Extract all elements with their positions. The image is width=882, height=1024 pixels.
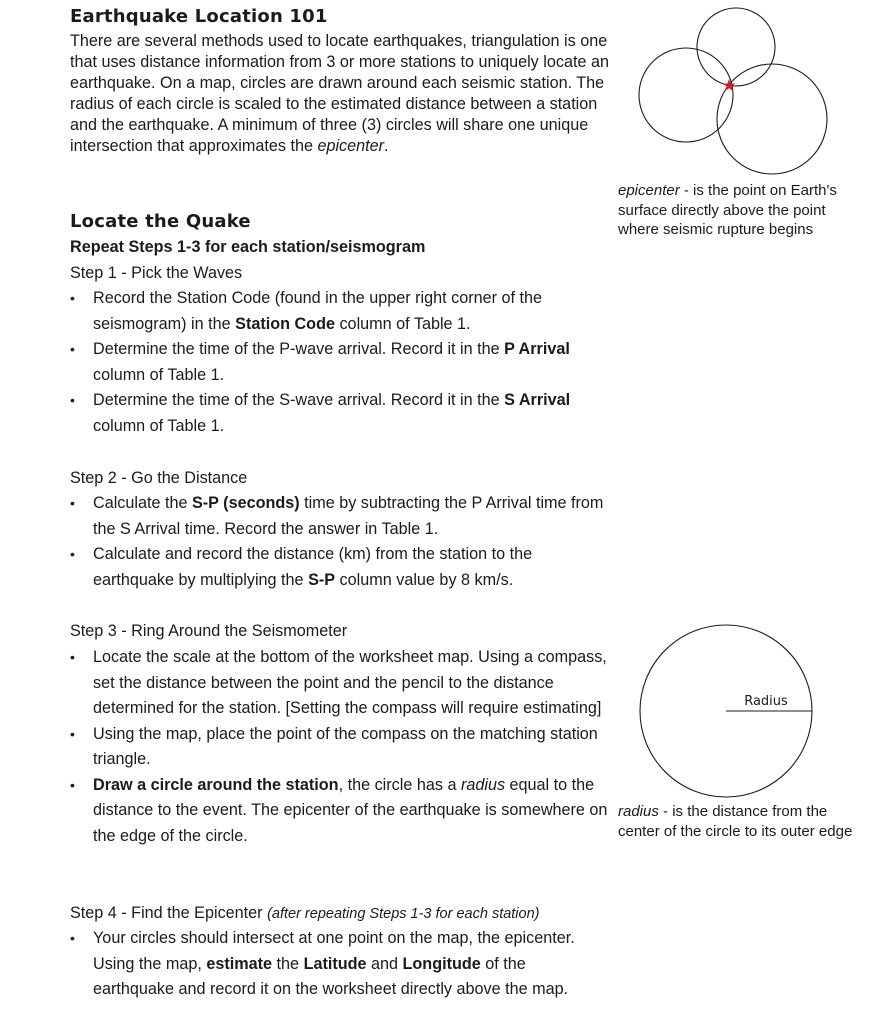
step-1-list	[70, 286, 610, 439]
step-1-heading: Step 1 - Pick the Waves	[70, 264, 243, 282]
radius-diagram	[637, 622, 817, 802]
step-4-heading: Step 4 - Find the Epicenter (after repeating Steps 1-3 for each station)	[70, 904, 540, 922]
step-2-list	[70, 491, 610, 593]
list-item: • Using the map, place the point of the compass on the matching station triangle.	[70, 722, 610, 773]
epicenter-term: epicenter	[317, 137, 385, 155]
step-3-list	[70, 645, 610, 849]
list-item: • Determine the time of the P-wave arrival. Record it in the P Arrival column of Table 1.	[70, 337, 610, 388]
list-item: • Calculate the S-P (seconds) time by subtracting the P Arrival time from the S Arrival time. Record the answer in Table 1.	[70, 491, 610, 542]
radius-definition: radius - is the distance from the center of the circle to its outer edge	[618, 803, 853, 840]
section-title-earthquake-location: Earthquake Location 101	[70, 6, 328, 27]
station-circle-2	[639, 48, 733, 142]
list-item: • Record the Station Code (found in the upper right corner of the seismogram) in the Station Code column of Table 1.	[70, 286, 610, 337]
station-circle-3	[717, 64, 827, 174]
repeat-instruction: Repeat Steps 1-3 for each station/seismogram	[70, 238, 426, 256]
station-circle-1	[697, 8, 775, 86]
epicenter-star-icon	[723, 79, 736, 91]
section-title-locate-the-quake: Locate the Quake	[70, 211, 251, 232]
intro-paragraph: There are several methods used to locate earthquakes, triangulation is one that uses distance information from 3 or more stations to uniquely locate an earthquake. On a map, circles are drawn around each seismic station. The radius of each circle is scaled to the estimated distance between a station and the earthquake. A minimum of three (3) circles will share one unique intersection that approximates the epicenter.	[70, 32, 609, 155]
step-2-heading: Step 2 - Go the Distance	[70, 469, 248, 487]
list-item: • Determine the time of the S-wave arrival. Record it in the S Arrival column of Table 1.	[70, 388, 610, 439]
list-item: • Your circles should intersect at one point on the map, the epicenter. Using the map, estimate the Latitude and Longitude of the earthquake and record it on the worksheet directly above the map.	[70, 926, 610, 1003]
step-4-list	[70, 926, 610, 1003]
radius-label: Radius	[744, 694, 788, 709]
list-item: • Locate the scale at the bottom of the worksheet map. Using a compass, set the distance between the point and the pencil to the distance determined for the station. [Setting the compass will require estimating]	[70, 645, 610, 722]
epicenter-definition: epicenter - is the point on Earth's surface directly above the point where seismic rupture begins	[618, 182, 837, 238]
step-3-heading: Step 3 - Ring Around the Seismometer	[70, 622, 348, 640]
list-item: • Calculate and record the distance (km) from the station to the earthquake by multiplying the S-P column value by 8 km/s.	[70, 542, 610, 593]
list-item: • Draw a circle around the station, the circle has a radius equal to the distance to the event. The epicenter of the earthquake is somewhere on the edge of the circle.	[70, 773, 610, 850]
triangulation-diagram	[636, 6, 836, 176]
